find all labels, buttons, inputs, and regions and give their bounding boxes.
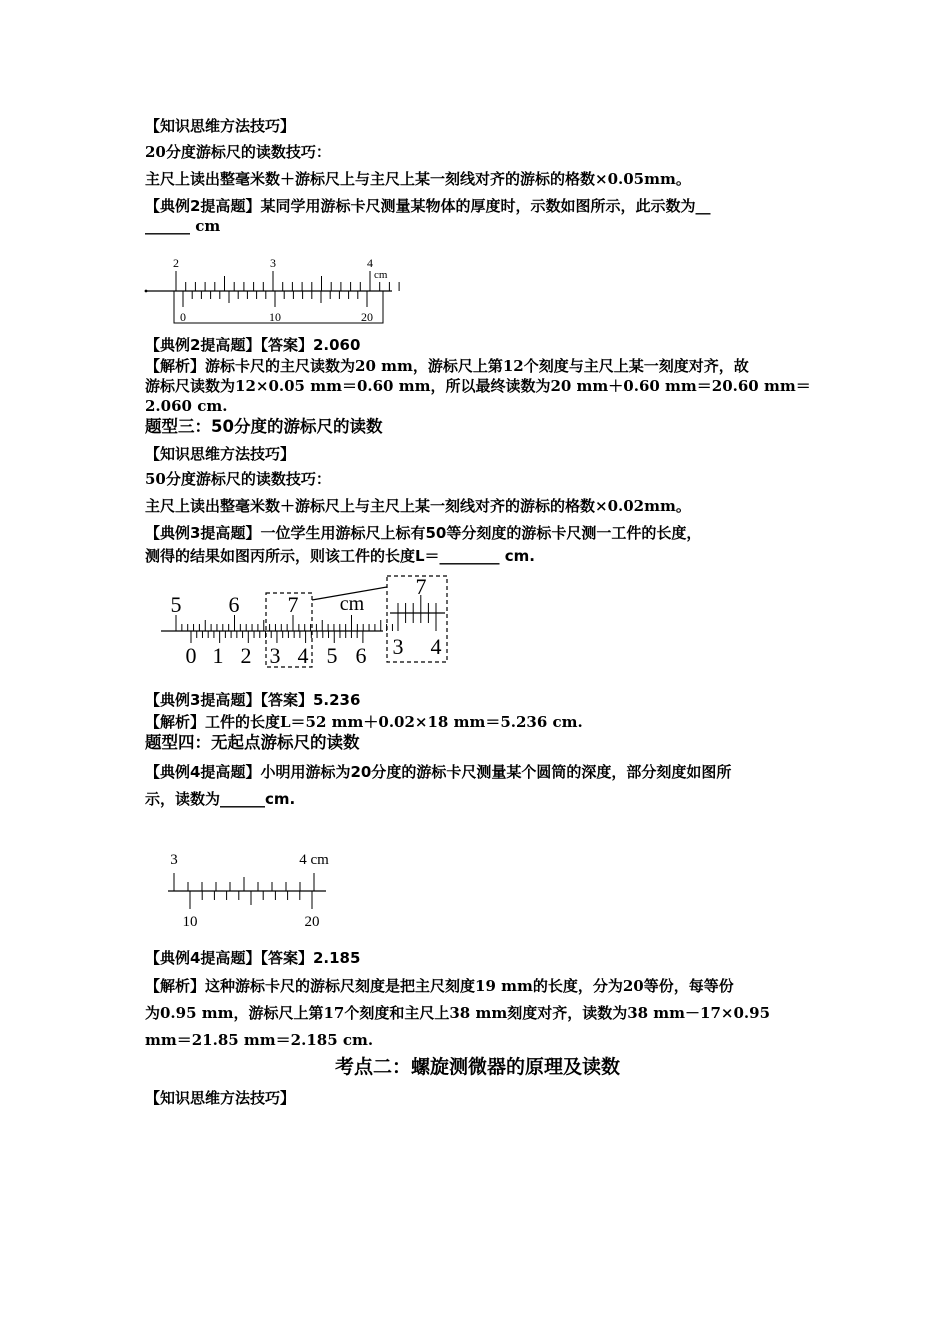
main-label-2: 2 [173,256,179,270]
vernier-label-4: 4 [297,643,309,668]
tips-text-1: 主尺上读出整毫米数＋游标尺上与主尺上某一刻线对齐的游标的格数×0.05mm。 [145,170,691,188]
vernier-label-5: 5 [326,643,338,668]
example-2-analysis-line-1: 【解析】游标卡尺的主尺读数为20 mm，游标尺上第12个刻度与主尺上某一刻度对齐，故 [145,357,749,375]
vernier-label-3: 3 [269,643,281,668]
main-label-4-cm: 4 cm [299,852,329,868]
zoom-label-3: 3 [392,634,404,659]
example-2-question-line-2: ______ cm [145,217,221,235]
tips-title-3: 【知识思维方法技巧】 [145,1089,296,1107]
main-label-5: 5 [170,592,182,617]
vernier-label-0: 0 [180,310,186,324]
main-label-6: 6 [228,592,240,617]
vernier-figure-20-division [140,250,400,328]
dot-mark [145,290,148,293]
section-2-heading: 考点二：螺旋测微器的原理及读数 [334,1056,620,1078]
vernier-label-20: 20 [304,914,320,930]
main-label-3: 3 [270,256,276,270]
example-4-analysis-line-1: 【解析】这种游标卡尺的游标尺刻度是把主尺刻度19 mm的长度，分为20等份，每等份 [145,977,734,995]
example-4-answer: 【典例4提高题】【答案】2.185 [145,949,361,967]
example-2-answer: 【典例2提高题】【答案】2.060 [145,336,361,354]
example-3-question-line-1: 【典例3提高题】一位学生用游标尺上标有50等分刻度的游标卡尺测一工件的长度， [145,524,702,542]
unit-label: cm [374,269,388,281]
tips-text-2: 主尺上读出整毫米数＋游标尺上与主尺上某一刻线对齐的游标的格数×0.02mm。 [145,497,691,515]
vernier-label-10: 10 [269,310,281,324]
vernier-scale-ticks [190,891,312,909]
example-4-analysis-line-2: 为0.95 mm，游标尺上第17个刻度和主尺上38 mm刻度对齐，读数为38 mm－17×0.95 [145,1004,771,1022]
tips-heading-1: 20分度游标尺的读数技巧： [145,143,331,161]
tips-title-1: 【知识思维方法技巧】 [145,117,296,135]
example-2-question-line-1: 【典例2提高题】某同学用游标卡尺测量某物体的厚度时，示数如图所示，此示数为__ [145,197,711,215]
vernier-label-20: 20 [361,310,373,324]
vernier-scale-ticks [183,291,367,307]
vernier-figure-50-division [155,572,455,672]
main-scale-ticks [176,271,399,291]
type-4-heading: 题型四：无起点游标尺的读数 [145,733,360,752]
zoom-label-7: 7 [415,574,427,599]
main-label-3: 3 [170,852,178,868]
vernier-label-1: 1 [212,643,224,668]
example-3-analysis-line-1: 【解析】工件的长度L＝52 mm＋0.02×18 mm＝5.236 cm. [145,713,583,731]
vernier-label-10: 10 [182,914,198,930]
example-3-answer: 【典例3提高题】【答案】5.236 [145,691,361,709]
main-scale-ticks [174,873,314,891]
unit-label: cm [339,593,365,615]
example-2-analysis-line-2: 游标尺读数为12×0.05 mm＝0.60 mm，所以最终读数为20 mm＋0.60 mm＝20.60 mm＝ [145,377,811,395]
example-2-analysis-line-3: 2.060 cm. [145,397,228,415]
tips-heading-2: 50分度游标尺的读数技巧： [145,470,331,488]
example-3-question-line-2: 测得的结果如图丙所示，则该工件的长度L＝________ cm. [145,547,536,565]
tips-title-2: 【知识思维方法技巧】 [145,445,296,463]
example-4-analysis-line-3: mm＝21.85 mm＝2.185 cm. [145,1031,374,1049]
example-4-question-line-1: 【典例4提高题】小明用游标为20分度的游标卡尺测量某个圆筒的深度，部分刻度如图所 [145,763,732,781]
vernier-scale-ticks [191,631,363,643]
type-3-heading: 题型三：50分度的游标尺的读数 [145,417,383,436]
example-4-question-line-2: 示，读数为______cm. [145,790,296,808]
main-label-4: 4 [367,256,373,270]
vernier-figure-no-origin [160,845,340,935]
zoom-label-4: 4 [430,634,442,659]
vernier-label-6: 6 [355,643,367,668]
main-scale-ticks [176,615,392,631]
vernier-label-2: 2 [240,643,252,668]
vernier-label-0: 0 [185,643,197,668]
main-label-7: 7 [287,592,299,617]
